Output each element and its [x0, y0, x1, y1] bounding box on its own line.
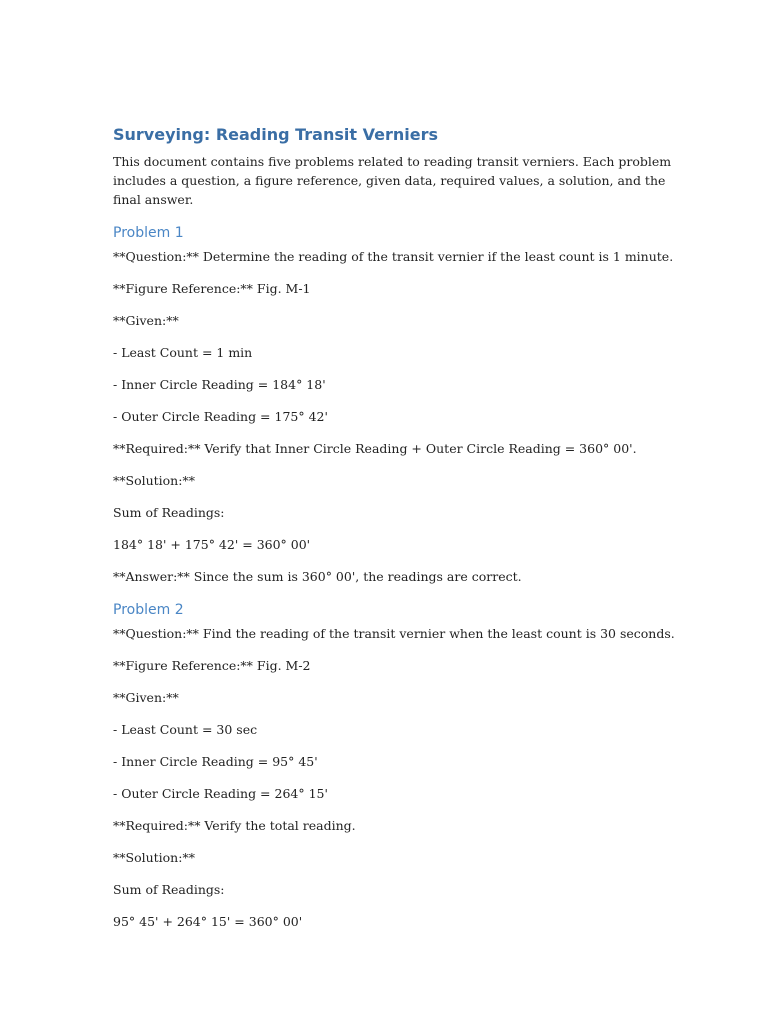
given-item: - Least Count = 30 sec: [113, 722, 258, 737]
given-label: **Given:**: [113, 313, 179, 328]
given-label: **Given:**: [113, 690, 179, 705]
required-line: **Required:** Verify that Inner Circle Reading + Outer Circle Reading = 360° 00'.: [113, 441, 637, 456]
solution-equation: 184° 18' + 175° 42' = 360° 00': [113, 537, 311, 552]
solution-label: **Solution:**: [113, 850, 195, 865]
solution-text: Sum of Readings:: [113, 505, 225, 520]
question-line: **Question:** Find the reading of the transit vernier when the least count is 30 seconds.: [113, 626, 675, 641]
figure-reference-line: **Figure Reference:** Fig. M-2: [113, 658, 311, 673]
problem-section: [113, 600, 673, 931]
answer-line: **Answer:** Since the sum is 360° 00', the readings are correct.: [113, 569, 522, 584]
solution-label: **Solution:**: [113, 473, 195, 488]
given-item: - Least Count = 1 min: [113, 345, 253, 360]
required-line: **Required:** Verify the total reading.: [113, 818, 356, 833]
figure-reference-line: **Figure Reference:** Fig. M-1: [113, 281, 311, 296]
problem-section: [113, 223, 673, 586]
solution-equation: 95° 45' + 264° 15' = 360° 00': [113, 914, 303, 929]
solution-text: Sum of Readings:: [113, 882, 225, 897]
problem-heading: Problem 1: [113, 225, 184, 241]
document-intro: This document contains five problems related to reading transit verniers. Each problem includes a question, a figure reference, given data, required values, a solution, and the final answer.: [113, 154, 672, 207]
given-item: - Outer Circle Reading = 175° 42': [113, 409, 328, 424]
given-item: - Outer Circle Reading = 264° 15': [113, 786, 328, 801]
given-item: - Inner Circle Reading = 184° 18': [113, 377, 326, 392]
document-title: Surveying: Reading Transit Verniers: [113, 125, 438, 144]
given-item: - Inner Circle Reading = 95° 45': [113, 754, 318, 769]
document-page: [113, 124, 673, 945]
question-line: **Question:** Determine the reading of the transit vernier if the least count is 1 minute.: [113, 249, 674, 264]
problem-heading: Problem 2: [113, 602, 184, 618]
